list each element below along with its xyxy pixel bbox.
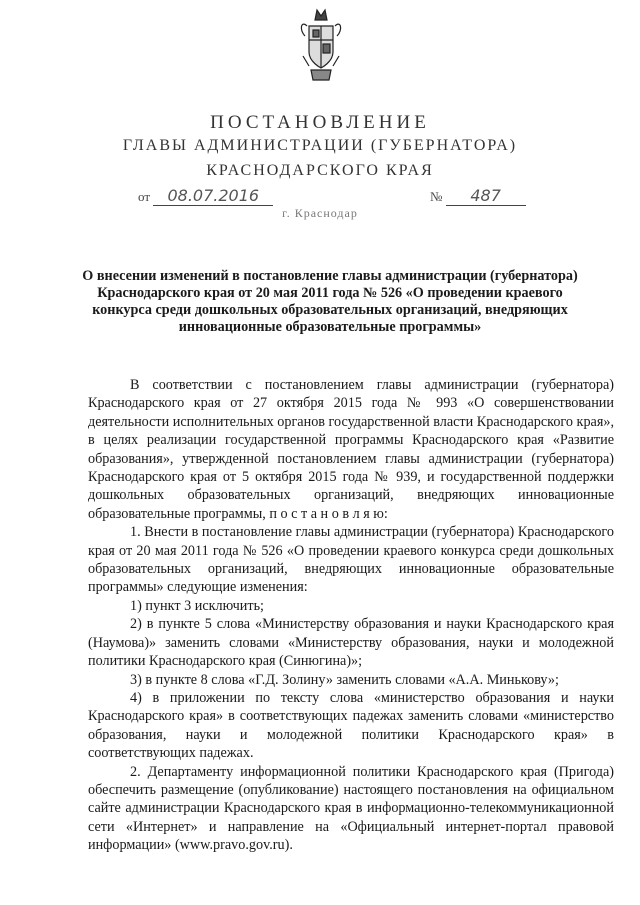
number-line [430,186,526,206]
date-prefix: от [138,189,151,204]
region-heading: КРАСНОДАРСКОГО КРАЯ [206,162,434,179]
paragraph: 2) в пункте 5 слова «Министерству образования и науки Краснодарского края (Наумова)» заменить словами «Министерству образования, науки и молодежной политики Краснодарского края (Синюгина)»; [88,616,614,670]
date-line [138,186,273,206]
issuer-heading: ГЛАВЫ АДМИНИСТРАЦИИ (ГУБЕРНАТОРА) [122,137,518,154]
paragraph: 4) в приложении по тексту слова «министерство образования и науки Краснодарского края» в соответствующих падежах заменить словами «министерство образования, науки и молодежной политики Краснодарского края» в соответствующих падежах. [88,689,614,762]
city-label: г. Краснодар [282,206,358,220]
document-type-heading: ПОСТАНОВЛЕНИЕ [210,112,430,133]
document-title: О внесении изменений в постановление главы администрации (губернатора) Краснодарского края от 20 мая 2011 года № 526 «О проведении краевого конкурса среди дошкольных образовательных организаций, внедряющих инновационные образовательные программы» [82,268,578,335]
paragraph: В соответствии с постановлением главы администрации (губернатора) Краснодарского края от 27 октября 2015 года № 993 «О совершенствовании деятельности исполнительных органов государственной власти Краснодарского края», в целях реализации государственной программы Краснодарского края «Развитие образования», утвержденной постановлением главы администрации (губернатора) Краснодарского края от 5 октября 2015 года № 939, и государственной поддержки дошкольных образовательных организаций, внедряющих инновационные образовательные программы, п о с т а н о в л я ю: [88,377,614,522]
number-prefix: № [430,189,443,204]
document-body [88,376,614,855]
paragraph: 1) пункт 3 исключить; [130,597,264,614]
paragraph: 1. Внести в постановление главы администрации (губернатора) Краснодарского края от 20 мая 2011 года № 526 «О проведении краевого конкурса среди дошкольных образовательных организаций, внедряющих инновационные образовательные программы» следующие изменения: [88,524,614,596]
paragraph: 3) в пункте 8 слова «Г.Д. Золину» заменить словами «А.А. Минькову»; [130,671,559,688]
paragraph: 2. Департаменту информационной политики Краснодарского края (Пригода) обеспечить размещение (опубликование) настоящего постановления на официальном сайте администрации Краснодарского края в информационно-телекоммуникационной сети «Интернет» и направление на «Официальный интернет-портал правовой информации» (www.pravo.gov.ru). [88,763,614,854]
date-value: 08.07.2016 [153,186,273,206]
coat-of-arms-emblem [297,6,345,84]
number-value: 487 [446,186,526,206]
